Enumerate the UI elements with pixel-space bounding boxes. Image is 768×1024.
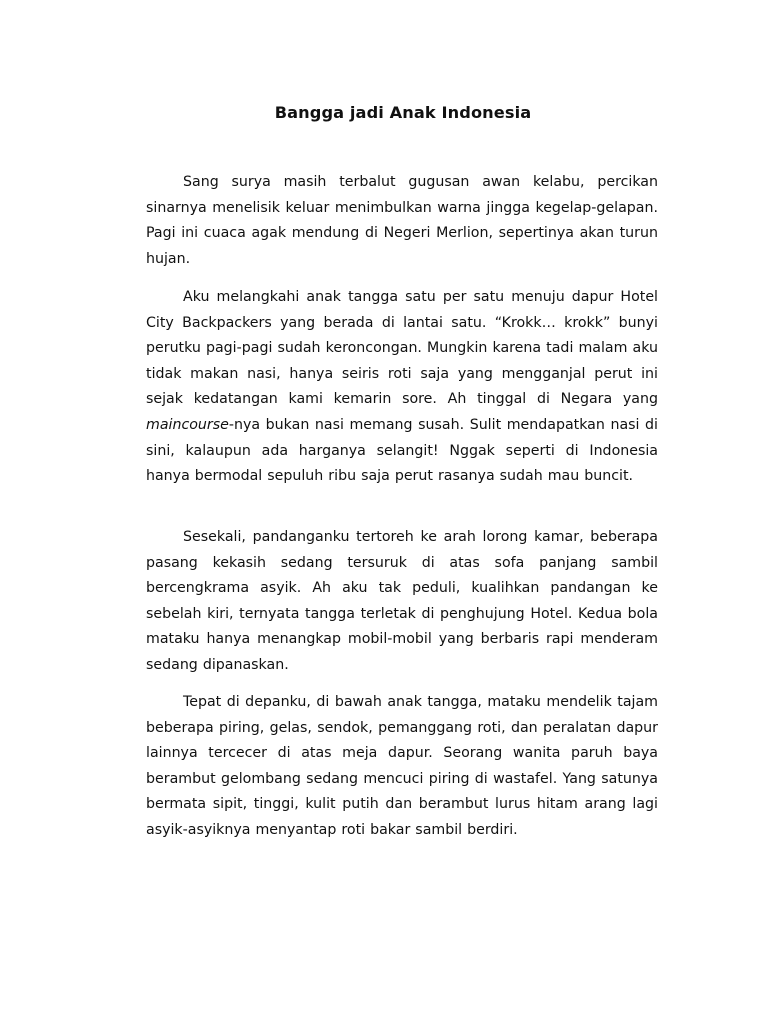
paragraph-2 xyxy=(146,285,658,490)
paragraph-1: Sang surya masih terbalut gugusan awan kelabu, percikan sinarnya menelisik keluar menimbulkan warna jingga kegelap-gelapan. Pagi ini cuaca agak mendung di Negeri Merlion, sepertinya akan turun hujan. xyxy=(146,174,658,267)
paragraph-3: Sesekali, pandanganku tertoreh ke arah lorong kamar, beberapa pasang kekasih sedang tersuruk di atas sofa panjang sambil bercengkrama asyik. Ah aku tak peduli, kualihkan pandangan ke sebelah kiri, ternyata tangga terletak di penghujung Hotel. Kedua bola mataku hanya menangkap mobil-mobil yang berbaris rapi menderam sedang dipanaskan. xyxy=(146,529,658,673)
paragraph-2-text-end: -nya bukan nasi memang susah. Sulit mendapatkan nasi di sini, kalaupun ada harganya selangit! Nggak seperti di Indonesia hanya bermodal sepuluh ribu saja perut rasanya sudah mau buncit. xyxy=(146,416,658,485)
document-title: Bangga jadi Anak Indonesia xyxy=(274,103,532,122)
paragraph-2-text-start: Aku melangkahi anak tangga satu per satu menuju dapur Hotel City Backpackers yang berada di lantai satu. “Krokk… krokk” bunyi perutku pagi-pagi sudah keroncongan. Mungkin karena tadi malam aku tidak makan nasi, hanya seiris roti saja yang mengganjal perut ini sejak kedatangan kami kemarin sore. Ah tinggal di Negara yang xyxy=(146,289,658,408)
paragraph-2-italic-term: maincourse xyxy=(146,416,229,433)
paragraph-4: Tepat di depanku, di bawah anak tangga, mataku mendelik tajam beberapa piring, gelas, sendok, pemanggang roti, dan peralatan dapur lainnya tercecer di atas meja dapur. Seorang wanita paruh baya berambut gelombang sedang mencuci piring di wastafel. Yang satunya bermata sipit, tinggi, kulit putih dan berambut lurus hitam arang lagi asyik-asyiknya menyantap roti bakar sambil berdiri. xyxy=(146,694,658,838)
